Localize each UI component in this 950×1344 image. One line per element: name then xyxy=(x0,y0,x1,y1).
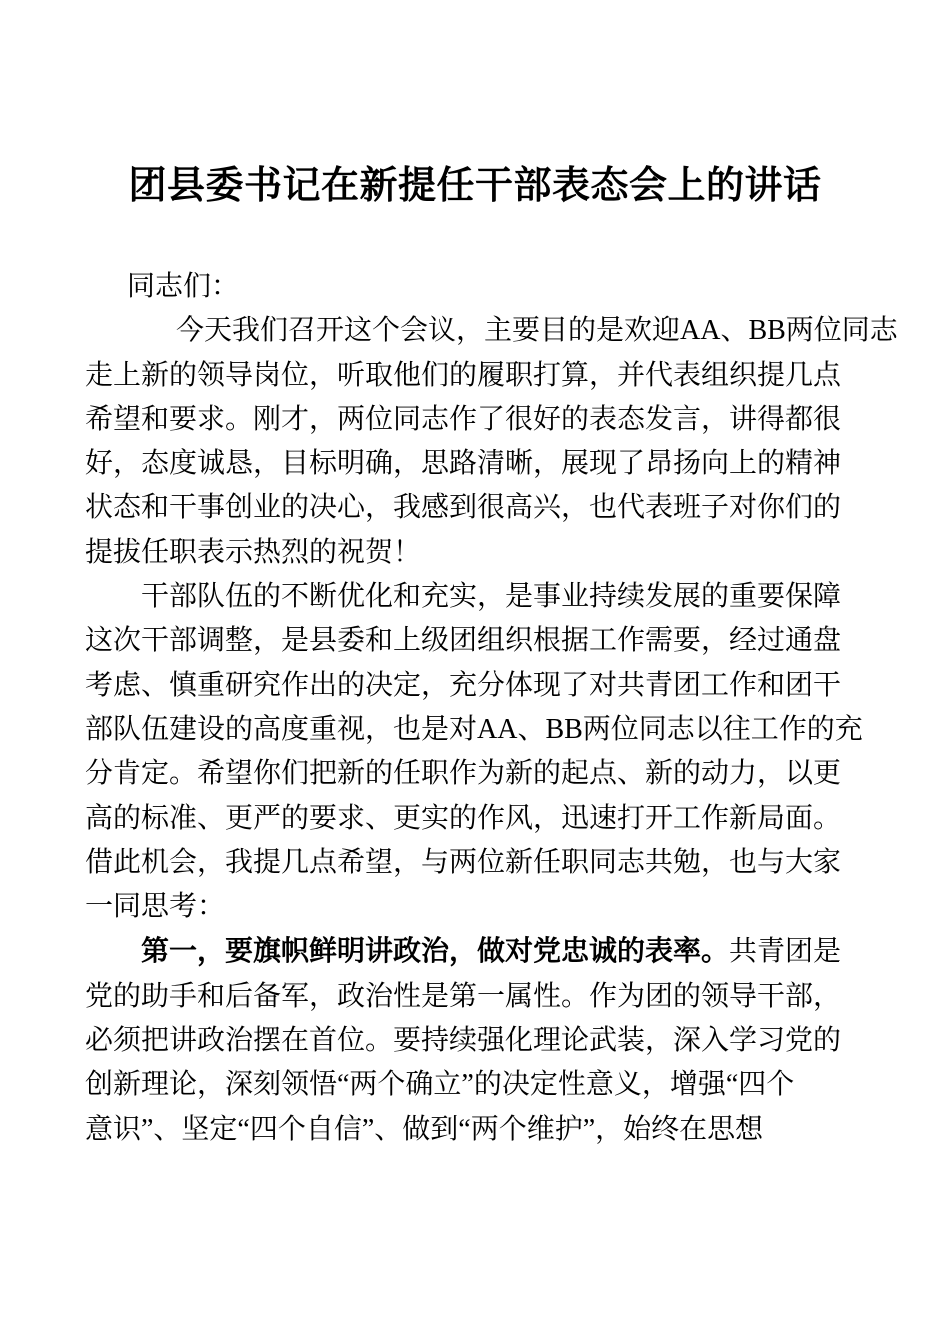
paragraph-text: 走上新的领导岗位，听取他们的履职打算，并代表组织提几点 xyxy=(85,359,842,391)
text-line xyxy=(141,936,841,967)
paragraph-text: 必须把讲政治摆在首位。要持续强化理论武装，深入学习党的 xyxy=(85,1025,842,1057)
text-line xyxy=(85,360,841,391)
paragraph-text: 干部队伍的不断优化和充实，是事业持续发展的重要保障 xyxy=(141,581,842,613)
text-line xyxy=(85,537,421,568)
text-line xyxy=(85,891,225,922)
text-line xyxy=(85,758,841,789)
document-body xyxy=(85,309,898,1152)
paragraph-text: 这次干部调整，是县委和上级团组织根据工作需要，经过通盘 xyxy=(85,625,842,657)
paragraph-text: 意识”、坚定“四个自信”、做到“两个维护”，始终在思想 xyxy=(85,1113,764,1145)
paragraph-text: 提拔任职表示热烈的祝贺！ xyxy=(85,536,422,568)
document-content xyxy=(85,265,898,1152)
paragraph-text: 一同思考： xyxy=(85,891,226,923)
paragraph xyxy=(85,575,865,929)
text-line xyxy=(85,670,841,701)
paragraph xyxy=(85,309,898,575)
text-line xyxy=(85,714,863,745)
text-line xyxy=(141,581,841,612)
paragraph-text: 创新理论，深刻领悟“两个确立”的决定性意义，增强“四个 xyxy=(85,1069,795,1101)
paragraph-text: 考虑、慎重研究作出的决定，充分体现了对共青团工作和团干 xyxy=(85,669,842,701)
paragraph-text: 今天我们召开这个会议，主要目的是欢迎AA、BB两位同志 xyxy=(176,315,898,347)
paragraph-text: 分肯定。希望你们把新的任职作为新的起点、新的动力，以更 xyxy=(85,758,842,790)
text-line xyxy=(85,404,841,435)
paragraph-text: 希望和要求。刚才，两位同志作了很好的表态发言，讲得都很 xyxy=(85,403,842,435)
paragraph-text: 部队伍建设的高度重视，也是对AA、BB两位同志以往工作的充 xyxy=(85,713,863,745)
salutation: 同志们： xyxy=(127,271,240,302)
text-line xyxy=(85,448,841,479)
paragraph xyxy=(85,929,865,1151)
text-line xyxy=(85,803,841,834)
text-line xyxy=(85,1069,794,1100)
paragraph-text: 状态和干事创业的决心，我感到很高兴，也代表班子对你们的 xyxy=(85,492,842,524)
text-line xyxy=(85,981,841,1012)
paragraph-text: 共青团是 xyxy=(729,936,842,968)
text-line xyxy=(176,315,898,346)
paragraph-text: 好，态度诚恳，目标明确，思路清晰，展现了昂扬向上的精神 xyxy=(85,448,842,480)
text-line xyxy=(85,1114,763,1145)
text-line xyxy=(85,1025,841,1056)
text-line xyxy=(85,625,841,656)
paragraph-lead-bold: 第一，要旗帜鲜明讲政治，做对党忠诚的表率。 xyxy=(141,935,730,967)
paragraph-text: 高的标准、更严的要求、更实的作风，迅速打开工作新局面。 xyxy=(85,802,842,834)
text-line xyxy=(85,847,841,878)
paragraph-text: 借此机会，我提几点希望，与两位新任职同志共勉，也与大家 xyxy=(85,846,842,878)
text-line xyxy=(85,492,841,523)
document-title: 团县委书记在新提任干部表态会上的讲话 xyxy=(128,165,822,207)
paragraph-text: 党的助手和后备军，政治性是第一属性。作为团的领导干部， xyxy=(85,980,842,1012)
